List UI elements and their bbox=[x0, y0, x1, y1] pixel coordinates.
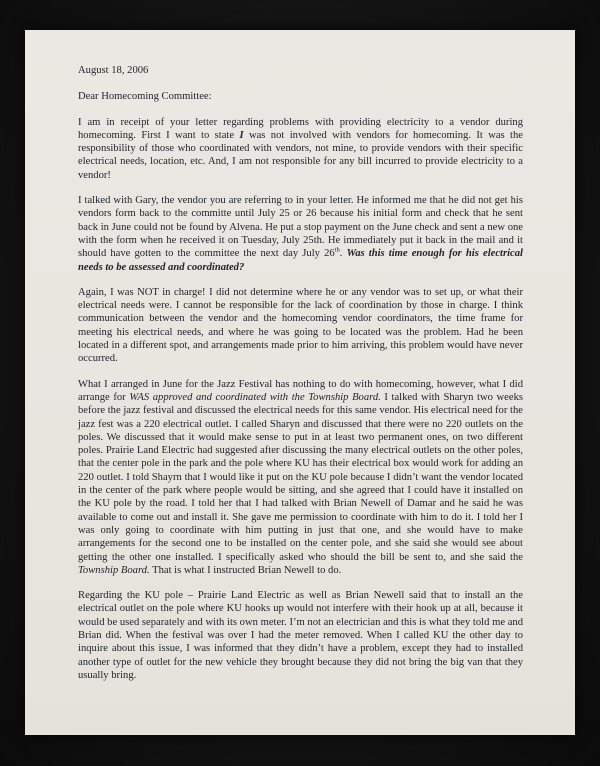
text-segment: th bbox=[334, 246, 340, 254]
text-segment: I bbox=[239, 129, 244, 141]
letter-page bbox=[25, 30, 575, 735]
text-segment: . bbox=[339, 248, 347, 260]
text-segment: Regarding the KU pole – Prairie Land Electric as well as Brian Newell said that to install an the electrical outlet on the pole where KU hooks up would not interfere with their hook up at all, because it would be used separately and with its own meter. I’m not an electrician and this is what they told me and Brian did. When the festival was over I had the meter removed. When I called KU the other day to inquire about this issue, I was informed that they didn’t have a problem, except they had to installed another type of outlet for the new vehicle they brought because they did not bring the big van that they usually bring. bbox=[78, 590, 523, 681]
text-segment: WAS approved and coordinated with the Township Board. bbox=[129, 391, 381, 403]
text-segment: Was this time enough for his electrical needs to be assessed and coordinated? bbox=[78, 248, 524, 273]
text-segment: What I arranged in June for the Jazz Festival has nothing to do with homecoming, however, what I did arrange for bbox=[78, 378, 523, 403]
letter-paragraph bbox=[78, 589, 523, 682]
letter-paragraph bbox=[78, 378, 523, 577]
letter-date: August 18, 2006 bbox=[78, 65, 149, 76]
text-segment: I talked with Gary, the vendor you are referring to in your letter. He informed me that he did not get his vendors form back to the committe until July 25 or 26 because his initial form and check that he sent back in June could not be found by Alvena. He put a stop payment on the June check and sent a new one with the form when he received it on Tuesday, July 25th. He immediately put it back in the mail and it should have gotten to the committee the next day July 26 bbox=[78, 195, 523, 260]
text-segment: I am in receipt of your letter regarding problems with providing electricity to a vendor during homecoming. First I want to state bbox=[78, 116, 523, 141]
text-segment: I talked with Sharyn two weeks before the jazz festival and discussed the electrical needs for this same vendor. His electrical need for the jazz fest was a 220 electrical outlet. I called Sharyn and discussed that there were no 220 outlets on the poles. We discussed that it would make sense to put in at least two permanent ones, on two different poles. Prairie Land Electric had suggested after discussing the many electrical outlets on the other poles, that the center pole in the park and the pole where KU has their electrical box would work for adding an 220 outlet. I told Shayrn that I would like it put on the KU pole because I didn’t want the vendor located in the center of the park where people would be sitting, and she agreed that I could have it installed on the KU pole by the road. I told her that I had talked with Brian Newell of Damar and he said he was available to come out and install it. She gave me permission to coordinate with him to do it. I told her I was only going to coordinate with him putting in just that one, and she would have to make arrangements for the second one to be installed on the center pole, and she said she would see about getting the other one installed. I specifically asked who should the bill be sent to, and she said the bbox=[78, 391, 524, 563]
letter-salutation: Dear Homecoming Committee: bbox=[78, 91, 212, 103]
letter-paragraph bbox=[78, 286, 523, 366]
letter-content bbox=[78, 64, 523, 682]
text-segment: Again, I was NOT in charge! I did not determine where he or any vendor was to set up, or what their electrical needs were. I cannot be responsible for the lack of coordination by those in charge. I think communication between the vendor and the homecoming vendor coordinators, the time frame for meeting his electrical needs, and where he was going to be located was the problem. Had he been located in a different spot, and arrangements made prior to him arriving, this problem would have never occurred. bbox=[78, 286, 523, 365]
letter-paragraph bbox=[78, 194, 523, 274]
letter-paragraph bbox=[78, 116, 523, 182]
text-segment: That is what I instructed Brian Newell to do. bbox=[149, 564, 342, 576]
text-segment: was not involved with vendors for homecoming. It was the responsibility of those who coordinated with vendors, not mine, to provide vendors with their specific electrical needs, location, etc. And, I am not responsible for any bill incurred to provide electricity to a vendor! bbox=[78, 129, 523, 181]
letter-body bbox=[78, 116, 523, 683]
text-segment: Township Board. bbox=[78, 564, 150, 576]
